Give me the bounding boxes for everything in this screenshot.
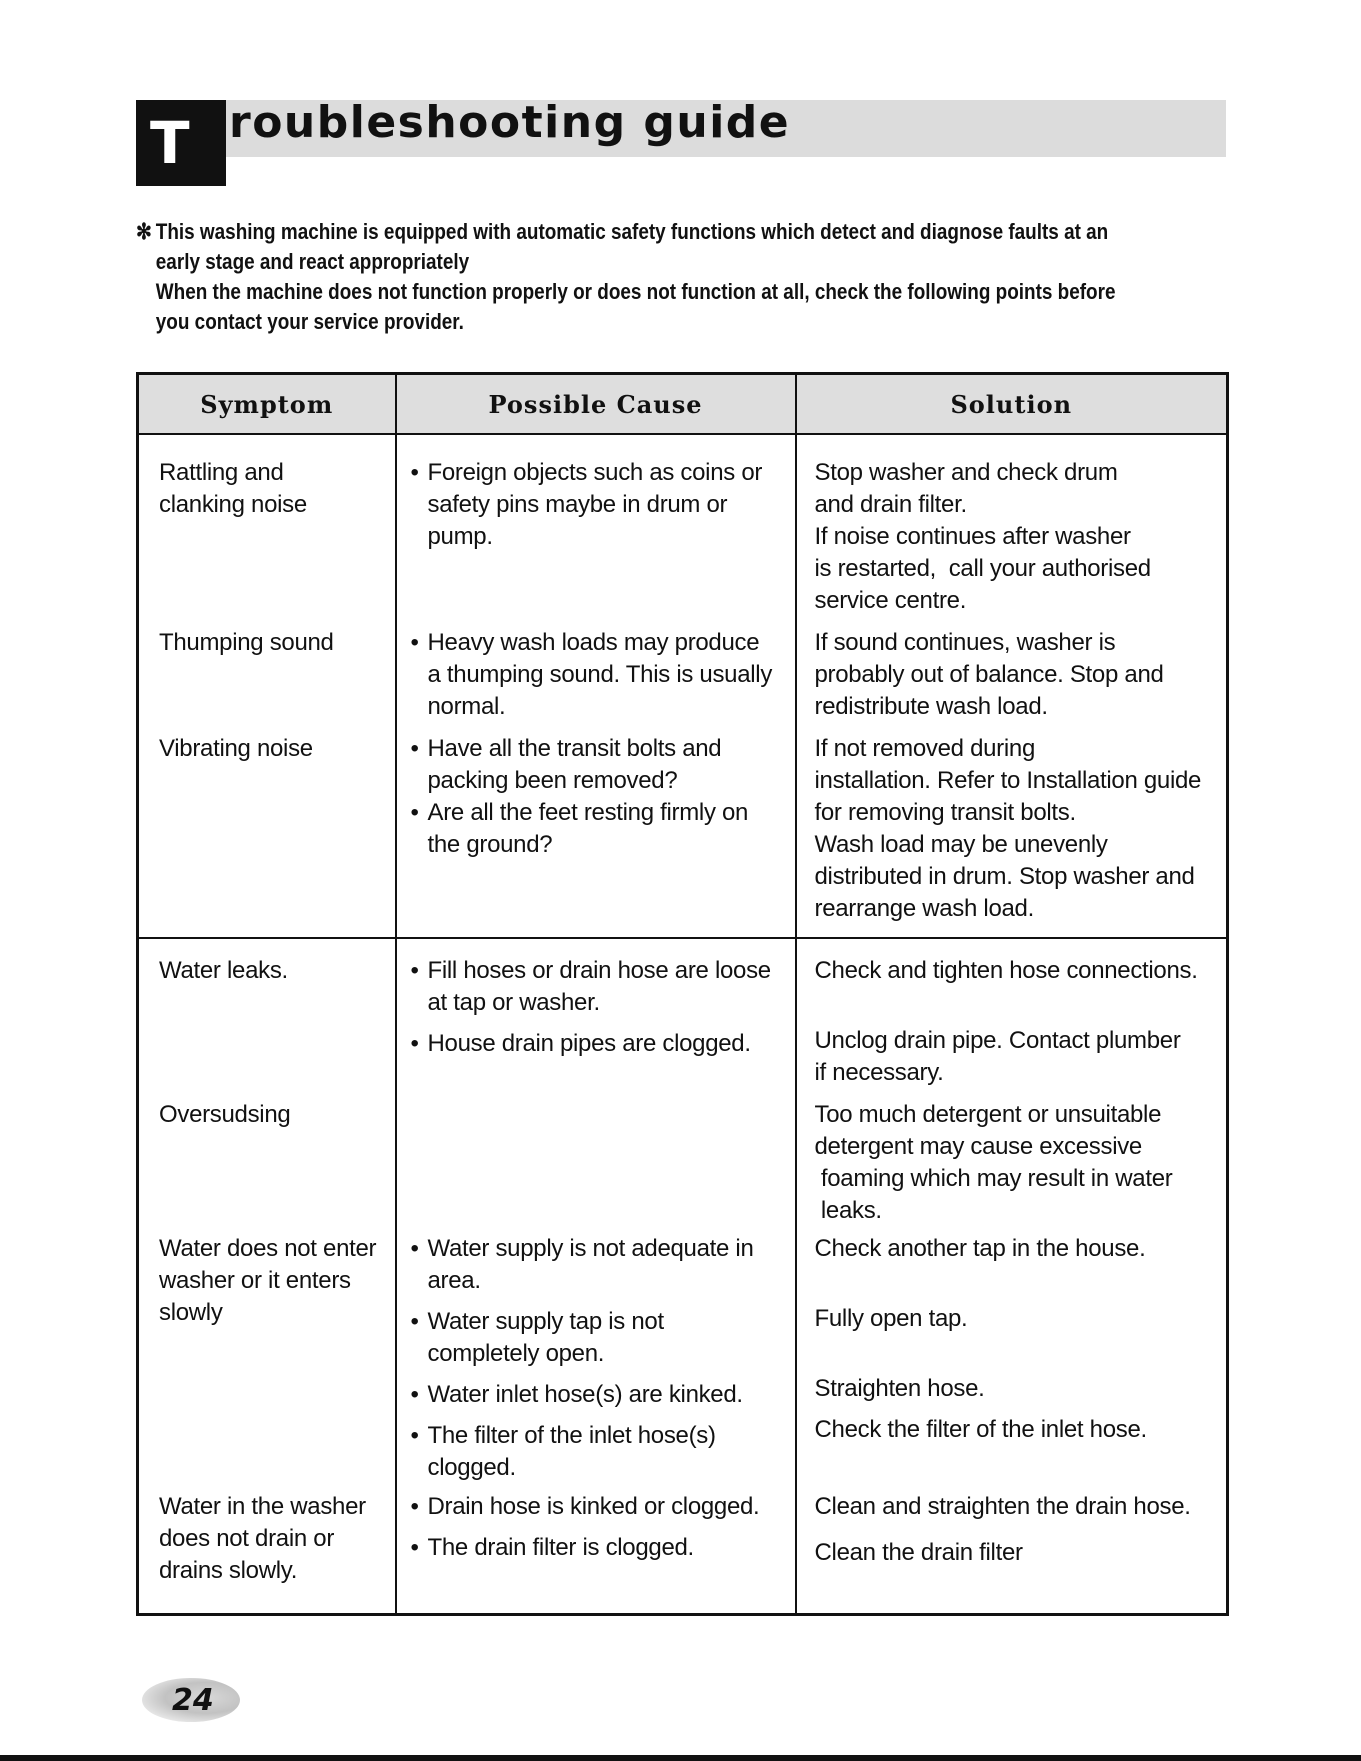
- bullet-icon: •: [410, 1381, 419, 1408]
- symptom-line: Water in the washer: [159, 1493, 366, 1520]
- cause-line: House drain pipes are clogged.: [427, 1030, 751, 1057]
- asterisk-icon: ✻: [136, 219, 152, 244]
- solution-line: If noise continues after washer: [814, 523, 1131, 550]
- cause-line: Drain hose is kinked or clogged.: [427, 1493, 760, 1520]
- cause-item: [411, 627, 795, 723]
- symptom-cell: [138, 627, 396, 733]
- cause-line: clogged.: [427, 1454, 516, 1481]
- cause-item: [411, 1028, 795, 1060]
- table-row: [138, 938, 1228, 1099]
- symptom-cell: [138, 434, 396, 627]
- symptom-cell: [138, 938, 396, 1099]
- bullet-icon: •: [410, 629, 419, 656]
- solution-line: Wash load may be unevenly: [814, 831, 1108, 858]
- symptom-line: slowly: [159, 1299, 223, 1326]
- table-row: [138, 733, 1228, 938]
- table-row: [138, 1099, 1228, 1233]
- page-number: 24: [172, 1683, 214, 1718]
- solution-item: [815, 1537, 1227, 1569]
- cause-line: Water supply is not adequate in: [427, 1235, 754, 1262]
- solution-cell: [796, 1233, 1228, 1491]
- bullet-icon: •: [410, 1493, 419, 1520]
- symptom-line: Rattling and: [159, 459, 284, 486]
- cause-line: Fill hoses or drain hose are loose: [427, 957, 771, 984]
- solution-line: foaming which may result in water: [814, 1165, 1173, 1192]
- bullet-icon: •: [410, 1235, 419, 1262]
- cause-item: [411, 1379, 795, 1411]
- solution-cell: [796, 1099, 1228, 1233]
- solution-line: Unclog drain pipe. Contact plumber: [814, 1027, 1181, 1054]
- symptom-cell: [138, 1099, 396, 1233]
- bullet-icon: •: [410, 735, 419, 762]
- solution-line: for removing transit bolts.: [814, 799, 1076, 826]
- cause-line: normal.: [427, 693, 506, 720]
- solution-item: [815, 1491, 1227, 1523]
- symptom-cell: [138, 1233, 396, 1491]
- cause-cell: [396, 1099, 796, 1233]
- bullet-icon: •: [410, 1422, 419, 1449]
- symptom-cell: [138, 733, 396, 938]
- solution-item: [815, 457, 1227, 617]
- cause-line: a thumping sound. This is usually: [427, 661, 773, 688]
- cause-item: [411, 1532, 795, 1564]
- table-row: [138, 434, 1228, 627]
- solution-cell: [796, 627, 1228, 733]
- title-initial: T: [150, 109, 190, 177]
- solution-cell: [796, 1491, 1228, 1615]
- cause-line: Heavy wash loads may produce: [427, 629, 760, 656]
- cause-cell: [396, 434, 796, 627]
- symptom-line: clanking noise: [159, 491, 307, 518]
- cause-line: Have all the transit bolts and: [427, 735, 722, 762]
- cause-item: [411, 457, 795, 553]
- solution-item: [815, 1233, 1227, 1265]
- solution-line: redistribute wash load.: [814, 693, 1048, 720]
- solution-line: if necessary.: [814, 1059, 944, 1086]
- intro-line: When the machine does not function properly or does not function at all, check the following points before: [155, 279, 1116, 304]
- cause-item: [411, 1306, 795, 1370]
- cause-item: [411, 955, 795, 1019]
- solution-cell: [796, 938, 1228, 1099]
- solution-item: [815, 627, 1227, 723]
- solution-line: Check and tighten hose connections.: [814, 957, 1198, 984]
- intro-line: early stage and react appropriately: [155, 249, 470, 274]
- solution-line: detergent may cause excessive: [814, 1133, 1142, 1160]
- intro-line: you contact your service provider.: [155, 309, 464, 334]
- solution-item: [815, 733, 1227, 925]
- cause-line: Water inlet hose(s) are kinked.: [427, 1381, 743, 1408]
- table-header-row: [138, 374, 1228, 435]
- cause-cell: [396, 627, 796, 733]
- cause-item: [411, 1491, 795, 1523]
- symptom-line: Thumping sound: [159, 629, 334, 656]
- symptom-line: Water leaks.: [159, 957, 288, 984]
- page-title: roubleshooting guide: [229, 97, 791, 148]
- symptom-line: drains slowly.: [159, 1557, 298, 1584]
- cause-line: Water supply tap is not: [427, 1308, 664, 1335]
- bullet-icon: •: [410, 1534, 419, 1561]
- cause-item: [411, 733, 795, 797]
- cause-cell: [396, 1491, 796, 1615]
- symptom-line: washer or it enters: [159, 1267, 351, 1294]
- header-symptom: Symptom: [138, 374, 396, 435]
- cause-line: Foreign objects such as coins or: [427, 459, 763, 486]
- cause-item: [411, 797, 795, 861]
- solution-line: Check the filter of the inlet hose.: [814, 1416, 1147, 1443]
- solution-line: If sound continues, washer is: [814, 629, 1116, 656]
- intro-note: [136, 217, 1228, 337]
- cause-line: The drain filter is clogged.: [427, 1534, 694, 1561]
- cause-cell: [396, 1233, 796, 1491]
- cause-cell: [396, 733, 796, 938]
- bottom-rule: [0, 1755, 1361, 1761]
- solution-item: [815, 955, 1227, 987]
- solution-line: Clean and straighten the drain hose.: [814, 1493, 1191, 1520]
- solution-line: and drain filter.: [814, 491, 967, 518]
- bullet-icon: •: [410, 1308, 419, 1335]
- cause-line: The filter of the inlet hose(s): [427, 1422, 716, 1449]
- solution-line: probably out of balance. Stop and: [814, 661, 1164, 688]
- solution-line: is restarted, call your authorised: [814, 555, 1151, 582]
- symptom-line: Water does not enter: [159, 1235, 377, 1262]
- solution-item: [815, 1303, 1227, 1335]
- table-row: [138, 627, 1228, 733]
- solution-line: Stop washer and check drum: [814, 459, 1118, 486]
- solution-line: rearrange wash load.: [814, 895, 1034, 922]
- cause-line: pump.: [427, 523, 493, 550]
- symptom-line: Vibrating noise: [159, 735, 313, 762]
- cause-item: [411, 1420, 795, 1484]
- symptom-line: Oversudsing: [159, 1101, 291, 1128]
- cause-line: the ground?: [427, 831, 553, 858]
- cause-item: [411, 1233, 795, 1297]
- bullet-icon: •: [410, 799, 419, 826]
- solution-line: Fully open tap.: [814, 1305, 968, 1332]
- intro-line: This washing machine is equipped with automatic safety functions which detect and diagnose faults at an: [155, 219, 1109, 244]
- solution-line: If not removed during: [814, 735, 1035, 762]
- bullet-icon: •: [410, 957, 419, 984]
- cause-cell: [396, 938, 796, 1099]
- solution-line: Straighten hose.: [814, 1375, 985, 1402]
- cause-line: Are all the feet resting firmly on: [427, 799, 749, 826]
- solution-cell: [796, 434, 1228, 627]
- solution-cell: [796, 733, 1228, 938]
- cause-line: area.: [427, 1267, 481, 1294]
- solution-item: [815, 1373, 1227, 1405]
- cause-line: completely open.: [427, 1340, 605, 1367]
- cause-line: safety pins maybe in drum or: [427, 491, 728, 518]
- symptom-cell: [138, 1491, 396, 1615]
- header-solution: Solution: [796, 374, 1228, 435]
- solution-line: Check another tap in the house.: [814, 1235, 1146, 1262]
- troubleshooting-table: [136, 372, 1229, 1616]
- solution-line: leaks.: [814, 1197, 882, 1224]
- solution-item: [815, 1414, 1227, 1446]
- header-possible-cause: Possible Cause: [396, 374, 796, 435]
- cause-line: at tap or washer.: [427, 989, 600, 1016]
- bullet-icon: •: [410, 1030, 419, 1057]
- bullet-icon: •: [410, 459, 419, 486]
- solution-item: [815, 1025, 1227, 1089]
- table-row: [138, 1233, 1228, 1491]
- solution-line: service centre.: [814, 587, 967, 614]
- table-row: [138, 1491, 1228, 1615]
- solution-line: distributed in drum. Stop washer and: [814, 863, 1195, 890]
- cause-line: packing been removed?: [427, 767, 678, 794]
- solution-line: Too much detergent or unsuitable: [814, 1101, 1162, 1128]
- symptom-line: does not drain or: [159, 1525, 335, 1552]
- solution-line: installation. Refer to Installation guide: [814, 767, 1202, 794]
- solution-item: [815, 1099, 1227, 1227]
- solution-line: Clean the drain filter: [814, 1539, 1023, 1566]
